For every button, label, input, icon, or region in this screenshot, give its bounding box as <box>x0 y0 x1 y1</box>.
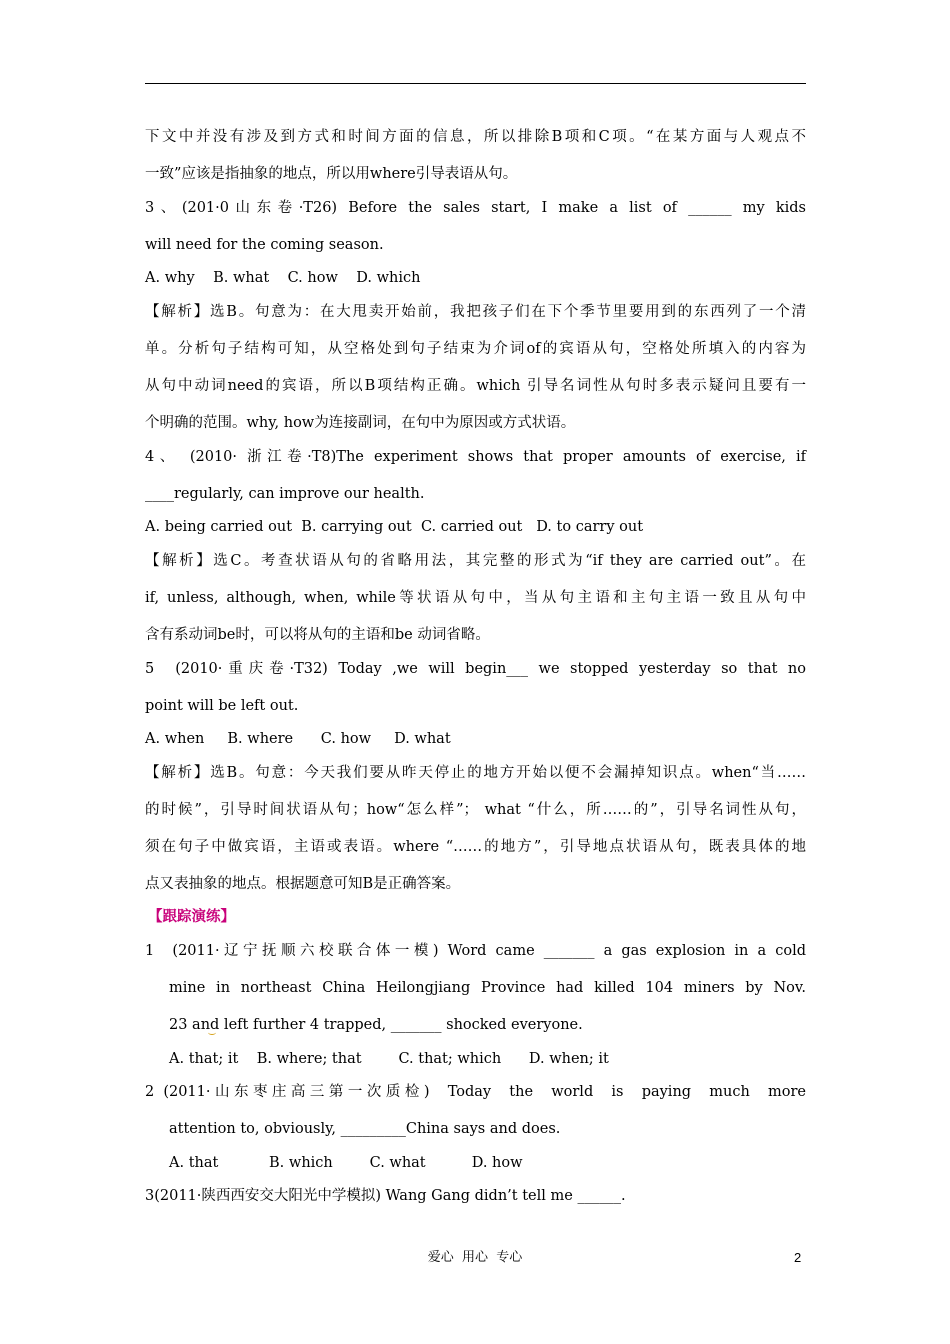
text-line: if, unless, although, when, while等状语从句中，当从句主语和主句主语一致且从句中 <box>145 590 806 606</box>
question-4-stem: 4、 (2010· 浙江卷·T8)The experiment shows that proper amounts of exercise, if <box>145 449 806 465</box>
text-line: 个明确的范围。why, how为连接副词，在句中为原因或方式状语。 <box>145 415 576 431</box>
question-3-options: A. why B. what C. how D. which <box>145 270 421 286</box>
practice-2-options: A. that B. which C. what D. how <box>169 1155 523 1171</box>
analysis-5: 【解析】选B。句意：今天我们要从昨天停止的地方开始以便不会漏掉知识点。when“当…… <box>145 765 806 781</box>
text-line: 含有系动词be时，可以将从句的主语和be 动词省略。 <box>145 627 490 643</box>
text-line: ____regularly, can improve our health. <box>145 486 425 502</box>
practice-1-stem: 1 (2011·辽宁抚顺六校联合体一模) Word came _______ a gas explosion in a cold <box>145 943 806 959</box>
practice-1-options: A. that; it B. where; that C. that; which D. when; it <box>169 1051 609 1067</box>
practice-2-stem: 2 (2011·山东枣庄高三第一次质检) Today the world is paying much more <box>145 1084 806 1100</box>
text-line: 单。分析句子结构可知，从空格处到句子结束为介词of的宾语从句，空格处所填入的内容为 <box>145 341 806 357</box>
text-line: 点又表抽象的地点。根据题意可知B是正确答案。 <box>145 876 461 892</box>
header-rule <box>145 83 806 84</box>
page-number: 2 <box>794 1250 802 1265</box>
practice-3-stem: 3(2011·陕西西安交大阳光中学模拟) Wang Gang didn’t tell me ______. <box>145 1188 626 1204</box>
text-line: 23 and left further 4 trapped, _______ shocked everyone. <box>169 1017 583 1033</box>
question-3-stem: 3、(201·0山东卷·T26) Before the sales start, I make a list of ______ my kids <box>145 200 806 216</box>
analysis-3: 【解析】选B。句意为：在大甩卖开始前，我把孩子们在下个季节里要用到的东西列了一个清 <box>145 304 806 320</box>
text-line: point will be left out. <box>145 698 299 714</box>
analysis-4: 【解析】选C。考查状语从句的省略用法，其完整的形式为“if they are carried out”。在 <box>145 553 806 569</box>
page-footer: 爱心 用心 专心 <box>427 1250 523 1265</box>
question-4-options: A. being carried out B. carrying out C. carried out D. to carry out <box>145 519 644 535</box>
text-line: mine in northeast China Heilongjiang Province had killed 104 miners by Nov. <box>169 980 806 996</box>
spellcheck-mark <box>208 1030 216 1035</box>
question-5-options: A. when B. where C. how D. what <box>145 731 451 747</box>
question-5-stem: 5 (2010·重庆卷·T32) Today ,we will begin___ we stopped yesterday so that no <box>145 661 806 677</box>
text-line: will need for the coming season. <box>145 237 384 253</box>
section-heading: 【跟踪演练】 <box>148 908 235 925</box>
text-line: 下文中并没有涉及到方式和时间方面的信息，所以排除B项和C项。“在某方面与人观点不 <box>145 129 806 145</box>
text-line: attention to, obviously, _________China says and does. <box>169 1121 561 1137</box>
text-line: 的时候”，引导时间状语从句；how“怎么样”； what “什么，所……的”，引导名词性从句， <box>145 802 806 818</box>
text-line: 须在句子中做宾语，主语或表语。where “……的地方”，引导地点状语从句，既表具体的地 <box>145 839 806 855</box>
text-line: 从句中动词need的宾语，所以B项结构正确。which 引导名词性从句时多表示疑问且要有一 <box>145 378 806 394</box>
text-line: 一致”应该是指抽象的地点，所以用where引导表语从句。 <box>145 166 518 182</box>
